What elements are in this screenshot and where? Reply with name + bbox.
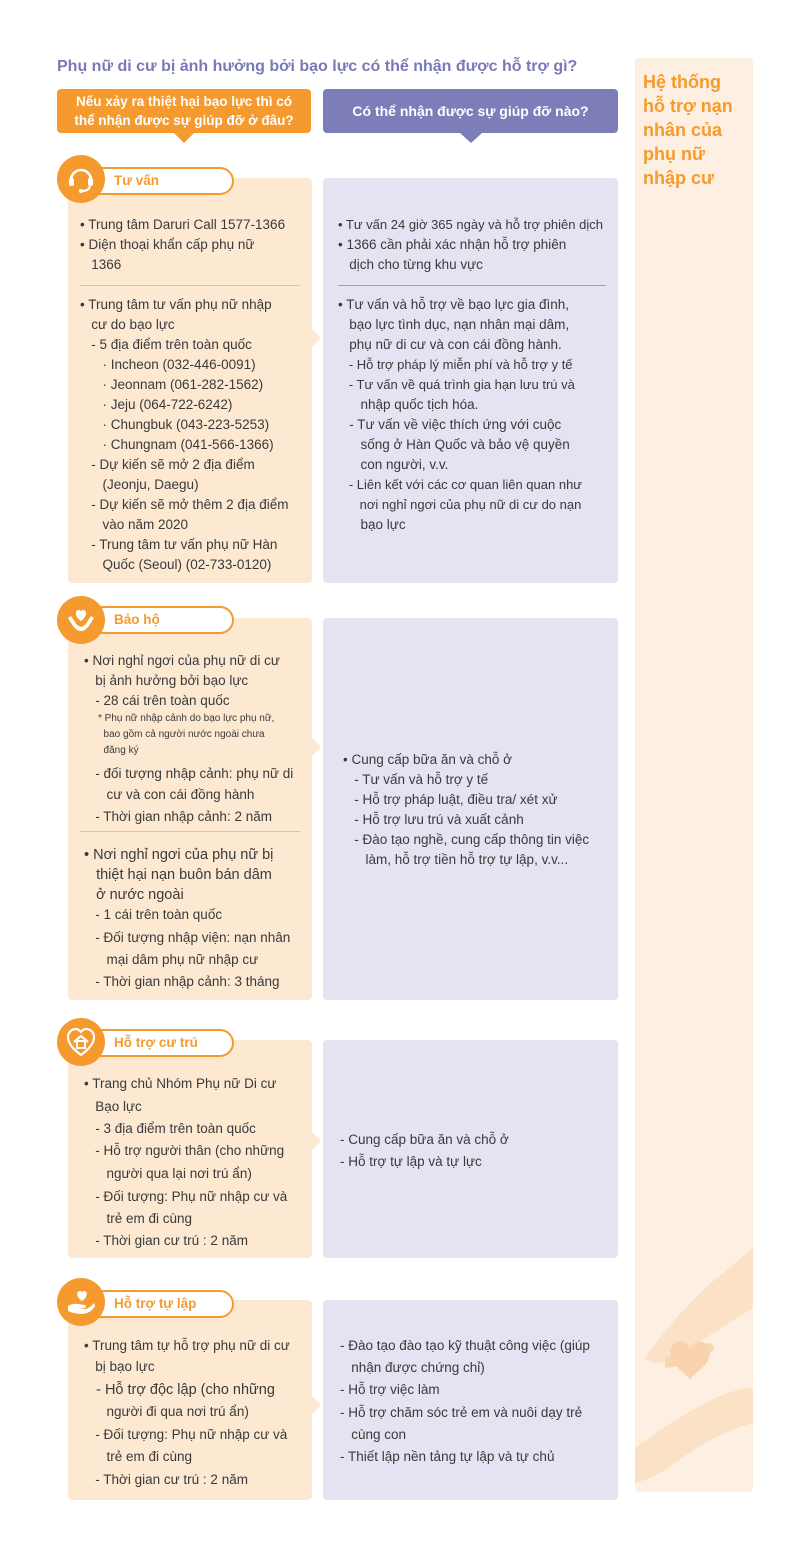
counseling-icon-badge — [57, 155, 105, 203]
protection-where-line: • Nơi nghỉ ngơi của phụ nữ di cư — [84, 653, 280, 668]
independence-what-line: - Hỗ trợ chăm sóc trẻ em và nuôi dạy trẻ — [340, 1405, 583, 1420]
sidebar-title-line: nhập cư — [643, 168, 715, 188]
independence-where-line: người đi qua nơi trú ẩn) — [84, 1404, 249, 1419]
independence-where-line: - Hỗ trợ độc lập (cho những — [84, 1382, 275, 1398]
heart-hands-icon — [65, 604, 97, 636]
counseling-what-line: phụ nữ di cư và con cái đồng hành. — [338, 337, 562, 352]
independence-what-line: - Đào tạo đào tạo kỹ thuật công việc (giúp — [340, 1338, 590, 1353]
independence-where-line: • Trung tâm tự hỗ trợ phụ nữ di cư — [84, 1338, 290, 1353]
protection-footnote: bao gồm cả người nước ngoài chưa — [98, 729, 265, 740]
counseling-where-line: · Jeju (064-722-6242) — [80, 397, 233, 412]
where-help-header — [57, 89, 311, 133]
protection-where-line: cư và con cái đồng hành — [84, 787, 255, 802]
independence-icon-badge — [57, 1278, 105, 1326]
counseling-what-line: • Tư vấn và hỗ trợ về bạo lực gia đình, — [338, 297, 570, 312]
counseling-what-line: • Tư vấn 24 giờ 365 ngày và hỗ trợ phiên dịch — [338, 217, 603, 232]
counseling-what-line: - Tư vấn về quá trình gia hạn lưu trú và — [338, 377, 575, 392]
independence-what-line: nhận được chứng chỉ) — [340, 1360, 485, 1375]
residence-where-line: - Hỗ trợ người thân (cho những — [84, 1143, 285, 1158]
protection-where-line: - 1 cái trên toàn quốc — [84, 907, 223, 922]
protection-what-line: • Cung cấp bữa ăn và chỗ ở — [343, 752, 512, 767]
independence-what-line: cùng con — [340, 1427, 407, 1442]
residence-where-line: trẻ em đi cùng — [84, 1211, 193, 1226]
counseling-where-line: cư do bạo lực — [80, 317, 175, 332]
where-help-header-line-1: Nếu xảy ra thiệt hại bạo lực thì có — [75, 94, 293, 109]
residence-where-line: - Đối tượng: Phụ nữ nhập cư và — [84, 1189, 288, 1204]
where-help-header-line-2: thể nhận được sự giúp đỡ ở đâu? — [74, 113, 294, 128]
section-label-residence: Hỗ trợ cư trú — [82, 1029, 234, 1057]
counseling-where-line: - Trung tâm tư vấn phụ nữ Hàn — [80, 537, 278, 552]
residence-where-line: - 3 địa điểm trên toàn quốc — [84, 1121, 256, 1136]
residence-where-line: - Thời gian cư trú : 2 năm — [84, 1233, 248, 1248]
protection-footnote: đăng ký — [98, 745, 139, 756]
page-title: Phụ nữ di cư bị ảnh hưởng bởi bạo lực có thể nhận được hỗ trợ gì? — [57, 58, 578, 75]
protection-where-line: thiệt hại nạn buôn bán dâm — [84, 867, 272, 883]
residence-what-line: - Cung cấp bữa ăn và chỗ ở — [340, 1132, 509, 1147]
independence-what-line: - Thiết lập nền tảng tự lập và tự chủ — [340, 1449, 555, 1464]
heart-hand-icon — [65, 1286, 97, 1318]
counseling-where-line: • Trung tâm Daruri Call 1577-1366 — [80, 217, 286, 232]
counseling-what-line: - Hỗ trợ pháp lý miễn phí và hỗ trợ y tế — [338, 357, 573, 372]
section-label-counseling: Tư vấn — [82, 167, 234, 195]
counseling-where-line: · Incheon (032-446-0091) — [80, 357, 256, 372]
residence-icon-badge — [57, 1018, 105, 1066]
counseling-where-line: · Chungnam (041-566-1366) — [80, 437, 274, 452]
independence-what-line: - Hỗ trợ việc làm — [340, 1382, 440, 1397]
counseling-pointer — [311, 328, 321, 348]
independence-pointer — [311, 1395, 321, 1415]
protection-where-line: ở nước ngoài — [84, 887, 184, 903]
counseling-where-line: • Trung tâm tư vấn phụ nữ nhập — [80, 297, 272, 312]
independence-right-panel — [323, 1300, 618, 1500]
counseling-what-line: sống ở Hàn Quốc và bảo vệ quyền — [338, 437, 570, 452]
counseling-where-line: - 5 địa điểm trên toàn quốc — [80, 337, 252, 352]
protection-where-line: - Thời gian nhập cảnh: 2 năm — [84, 809, 272, 824]
counseling-what-line: - Tư vấn về việc thích ứng với cuộc — [338, 417, 562, 432]
sidebar-title — [643, 70, 748, 190]
counseling-where-line: vào năm 2020 — [80, 517, 189, 532]
residence-where-line: Bạo lực — [84, 1099, 142, 1114]
counseling-what-line: bạo lực tình dục, nạn nhân mại dâm, — [338, 317, 570, 332]
counseling-what-line: dịch cho từng khu vực — [338, 257, 483, 272]
counseling-left-divider — [80, 285, 300, 286]
protection-where-line: - đối tượng nhập cảnh: phụ nữ di — [84, 766, 294, 781]
independence-where-line: - Đối tượng: Phụ nữ nhập cư và — [84, 1427, 288, 1442]
sidebar-title-line: hỗ trợ nạn — [643, 96, 733, 116]
what-help-header: Có thể nhận được sự giúp đỡ nào? — [323, 89, 618, 133]
protection-where-line: mại dâm phụ nữ nhập cư — [84, 952, 259, 967]
sidebar-title-line: nhân của — [643, 120, 723, 140]
protection-icon-badge — [57, 596, 105, 644]
counseling-where-line: (Jeonju, Daegu) — [80, 477, 199, 492]
counseling-where-line: - Dự kiến sẽ mở thêm 2 địa điểm — [80, 497, 289, 512]
protection-what-line: - Hỗ trợ pháp luật, điều tra/ xét xử — [343, 792, 558, 807]
protection-where-line: - Thời gian nhập cảnh: 3 tháng — [84, 974, 280, 989]
counseling-what-line: • 1366 cần phải xác nhận hỗ trợ phiên — [338, 237, 567, 252]
residence-where-line: người qua lại nơi trú ẩn) — [84, 1166, 252, 1181]
sidebar-title-line: Hệ thống — [643, 72, 721, 92]
counseling-right-divider — [338, 285, 606, 286]
counseling-what-line: bạo lực — [338, 517, 406, 532]
protection-what-line: - Tư vấn và hỗ trợ y tế — [343, 772, 489, 787]
residence-what-line: - Hỗ trợ tự lập và tự lực — [340, 1154, 482, 1169]
protection-where-line: - Đối tượng nhập viện: nạn nhân — [84, 930, 291, 945]
independence-where-line: trẻ em đi cùng — [84, 1449, 193, 1464]
residence-where-line: • Trang chủ Nhóm Phụ nữ Di cư — [84, 1076, 277, 1091]
protection-footnote: * Phụ nữ nhập cảnh do bạo lực phụ nữ, — [98, 713, 275, 724]
protection-what-line: - Hỗ trợ lưu trú và xuất cảnh — [343, 812, 524, 827]
sidebar-panel — [635, 58, 753, 1492]
section-label-independence: Hỗ trợ tự lập — [82, 1290, 234, 1318]
counseling-where-line: 1366 — [80, 257, 122, 272]
independence-where-line: bị bạo lực — [84, 1359, 155, 1374]
counseling-where-line: · Jeonnam (061-282-1562) — [80, 377, 264, 392]
counseling-where-line: · Chungbuk (043-223-5253) — [80, 417, 270, 432]
protection-where-line: • Nơi nghỉ ngơi của phụ nữ bị — [84, 847, 274, 863]
counseling-what-line: nhập quốc tịch hóa. — [338, 397, 479, 412]
sidebar-title-line: phụ nữ — [643, 144, 706, 164]
counseling-what-line: - Liên kết với các cơ quan liên quan như — [338, 477, 582, 492]
protection-what-line: - Đào tạo nghề, cung cấp thông tin việc — [343, 832, 590, 847]
counseling-where-line: Quốc (Seoul) (02-733-0120) — [80, 557, 272, 572]
independence-where-line: - Thời gian cư trú : 2 năm — [84, 1472, 248, 1487]
counseling-what-line: nơi nghỉ ngơi của phụ nữ di cư do nạn — [338, 497, 582, 512]
protection-where-line: bị ảnh hưởng bởi bạo lực — [84, 673, 249, 688]
protection-what-line: làm, hỗ trợ tiền hỗ trợ tự lập, v.v... — [343, 852, 569, 867]
headset-icon — [65, 163, 97, 195]
hands-heart-illustration-icon — [635, 1248, 753, 1488]
counseling-where-line: - Dự kiến sẽ mở 2 địa điểm — [80, 457, 255, 472]
protection-pointer — [311, 737, 321, 757]
counseling-where-line: • Diện thoại khẩn cấp phụ nữ — [80, 237, 255, 252]
counseling-what-line: con người, v.v. — [338, 457, 449, 472]
protection-left-divider — [80, 831, 300, 832]
residence-pointer — [311, 1131, 321, 1151]
protection-where-line: - 28 cái trên toàn quốc — [84, 693, 230, 708]
heart-home-icon — [65, 1026, 97, 1058]
section-label-protection: Bảo hộ — [82, 606, 234, 634]
